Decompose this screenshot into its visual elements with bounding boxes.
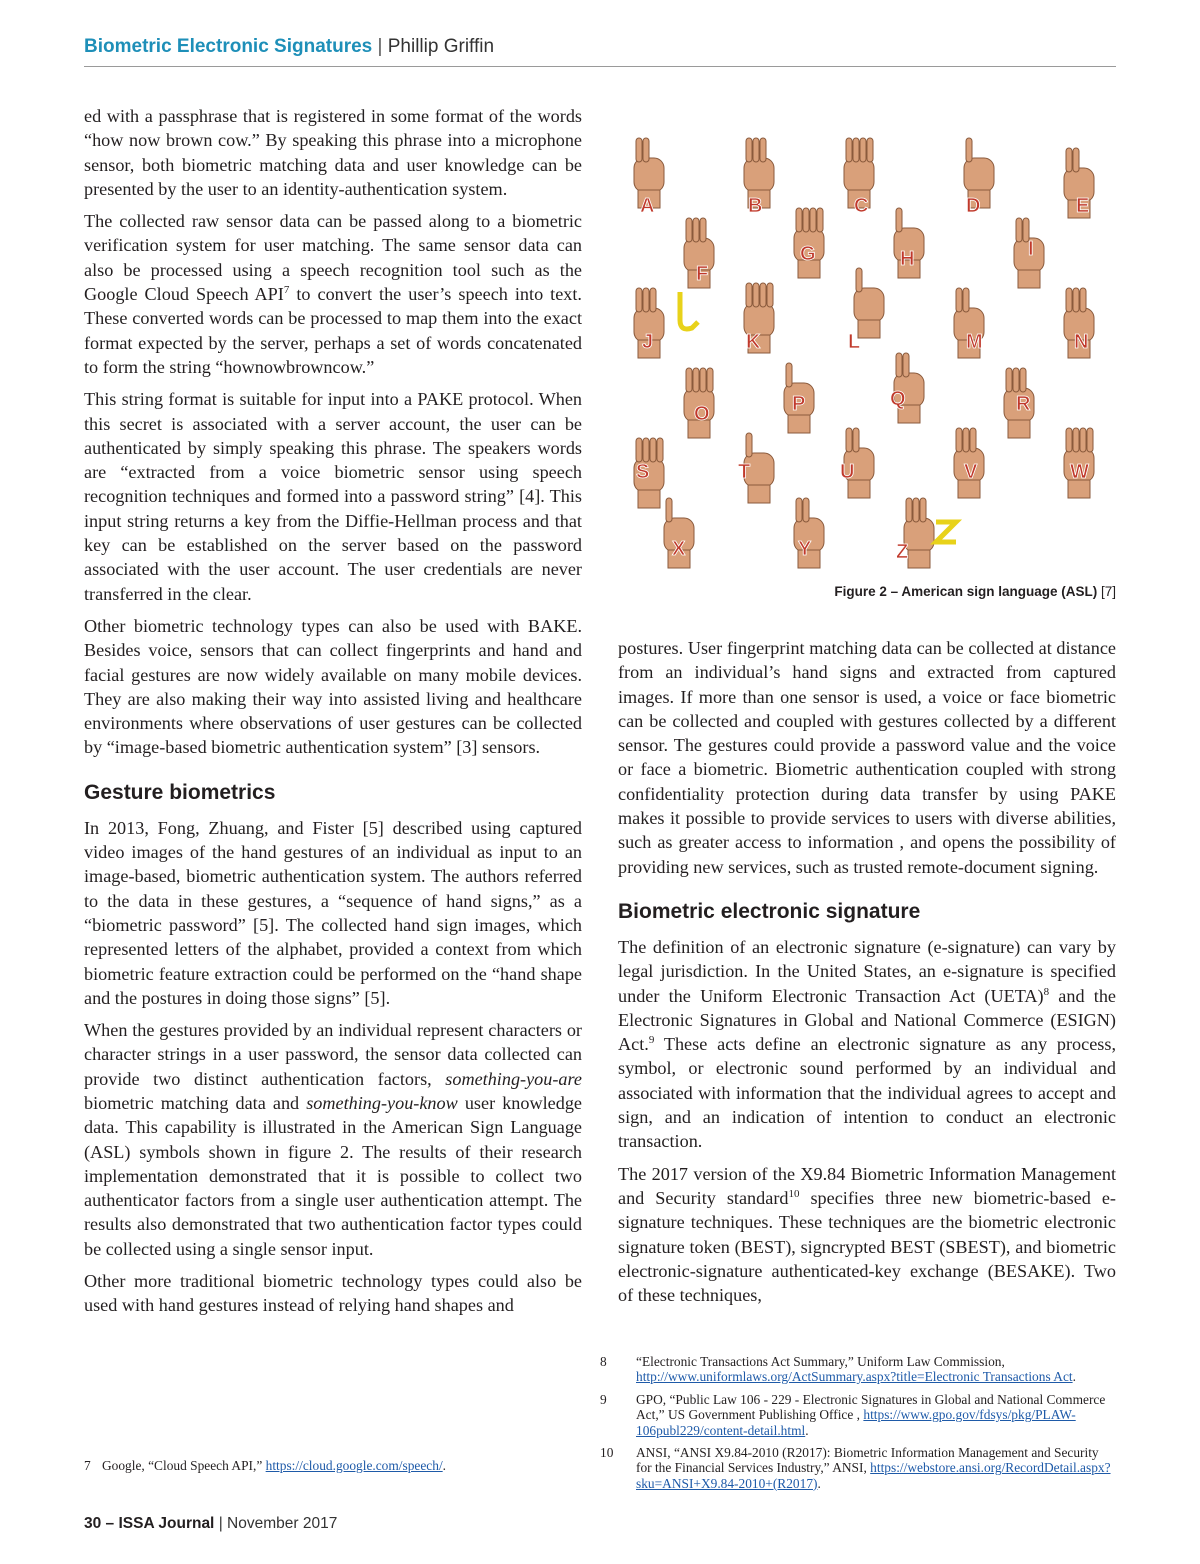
paragraph: ed with a passphrase that is registered in some format of the words “how now brown cow.” By speaking this phrase into a microphone sensor, both biometric matching data and user knowledge can be presented by the user to an identity-authentication system. (84, 106, 582, 199)
header-separator: | (377, 36, 383, 57)
asl-hand-y (794, 498, 824, 568)
asl-hand-u (840, 428, 874, 498)
footnote-ref: 7 (283, 284, 290, 297)
asl-letter-label: W (1070, 461, 1089, 483)
asl-figure (618, 110, 1116, 580)
paragraph: Other biometric technology types can also be used with BAKE. Besides voice, sensors that can collect fingerprints and hand and facial gestures are now widely available on many mobile devices. They are also making their way into assisted living and healthcare environments where observations of user gestures can be collected by “image-based biometric authentication system” [3] sensors. (84, 615, 582, 758)
asl-letter-label: G (800, 243, 816, 265)
page-header (84, 34, 1116, 67)
asl-hand-k (744, 283, 774, 353)
paragraph: The definition of an electronic signature (e-signature) can vary by legal jurisdiction. In the United States, an e-signature is specified under the Uniform Electronic Transaction Act (UETA)$^8$ and the Electronic Signatures in Global and National Commerce (ESIGN) Act.$^9$ These acts define an electronic signature as any process, symbol, or electronic sound performed by an individual and associated with information that the individual agrees to accept and sign, and an indication of intention to conduct an electronic transaction. (618, 936, 1116, 1152)
asl-letter-label: X (672, 538, 686, 560)
asl-letter-label: L (848, 331, 861, 353)
paragraph: The collected raw sensor data can be passed along to a biometric verification system for user matching. The same sensor data can also be processed using a speech recognition tool such as the Google Cloud Speech API$^7$ to convert the user’s speech into text. These converted words can be processed to map them into the exact format expected by the server, perhaps a set of words concatenated to form the string “hownowbrowncow.” (84, 211, 582, 377)
asl-letter-label: U (840, 461, 855, 483)
section-heading-gesture-biometrics: Gesture biometrics (84, 780, 276, 804)
asl-letter-label: M (966, 331, 983, 353)
asl-hand-s (634, 438, 664, 508)
paragraph: This string format is suitable for input into a PAKE protocol. When this secret is associated with a server account, the user can be authenticated by simply speaking this phrase. The speakers words are “extracted from a voice biometric sensor using speech recognition techniques and formed into a password string” [4]. This input string returns a key from the Diffie-Hellman process and that key can be established on the server based on the password associated with the user account. The user credentials are never transferred in the clear. (84, 389, 582, 604)
section-heading-biometric-electronic-signature: Biometric electronic signature (618, 899, 921, 923)
asl-hand-c (844, 138, 874, 217)
footnote-9: 9 GPO, “Public Law 106 - 229 - Electronic Signatures in Global and National Commerce Act,” US Government Publishing Office , https://www.gpo.gov/fdsys/pkg/PLAW-106publ229/content-detail.html. (600, 1391, 1106, 1438)
asl-letter-label: T (738, 461, 751, 483)
left-column (84, 104, 582, 1326)
asl-hand-p (784, 363, 814, 433)
footnote-8: 8 “Electronic Transactions Act Summary,” Uniform Law Commission, http://www.uniformlaws.org/ActSummary.aspx?title=Electronic Transactions Act. (600, 1354, 1076, 1385)
asl-letter-label: N (1074, 331, 1089, 353)
asl-letter-label: B (748, 195, 763, 217)
issue-date: November 2017 (227, 1515, 338, 1532)
asl-hand-m (954, 288, 984, 358)
asl-hand-n (1064, 288, 1094, 358)
figure-caption: Figure 2 – American sign language (ASL) [7] (834, 584, 1116, 599)
asl-letter-label: R (1016, 393, 1031, 415)
footnote-link[interactable]: http://www.uniformlaws.org/ActSummary.aspx?title=Electronic Transactions Act (636, 1369, 1073, 1385)
asl-hand-o (684, 368, 714, 438)
paragraph: In 2013, Fong, Zhuang, and Fister [5] described using captured video images of the hand gestures of an individual as input to an image-based, biometric authentication system. The authors referred to the data in these gestures, a “sequence of hand signs,” as a “biometric password” [5]. The collected hand sign images, which represented letters of the alphabet, provided a context from which biometric feature extraction could be performed on the “hand shape and the postures in doing those signs” [5]. (84, 817, 582, 1008)
running-author: Phillip Griffin (387, 36, 495, 57)
footnote-link[interactable]: https://www.gpo.gov/fdsys/pkg/PLAW-106publ229/content-detail.html (636, 1407, 1076, 1438)
j-motion-arrow (680, 292, 698, 329)
asl-hand-f (684, 218, 714, 288)
page-footer: 30 – ISSA Journal | November 2017 (84, 1515, 338, 1532)
asl-letter-label: O (694, 403, 710, 425)
asl-letter-label: H (900, 248, 915, 270)
asl-hand-x (664, 498, 694, 568)
asl-letter-label: Q (890, 388, 906, 410)
paragraph: postures. User fingerprint matching data can be collected at distance from an individual’s hand signs and extracted from captured images. If more than one sensor is used, a voice or face biometric can be collected and coupled with gestures collected by a different sensor. The gestures could provide a password value and the voice or face a biometric. Biometric authentication coupled with strong confidentiality protection during data transfer by using PAKE makes it possible to provide services to users with diverse abilities, such as greater access to information , and opens the possibility of providing new services, such as trusted remote-document signing. (618, 638, 1116, 877)
asl-hand-signs-image (618, 110, 1116, 580)
z-motion-arrow (936, 522, 956, 542)
asl-letter-label: C (854, 195, 869, 217)
footnote-link[interactable]: https://cloud.google.com/speech/ (265, 1458, 443, 1473)
asl-letter-label: J (642, 331, 654, 353)
footnotes-right (600, 1354, 1116, 1498)
footnote-link[interactable]: https://webstore.ansi.org/RecordDetail.aspx?sku=ANSI+X9.84-2010+(R2017) (636, 1460, 1111, 1491)
asl-letter-label: P (792, 393, 806, 415)
asl-letter-label: Y (798, 538, 812, 560)
footnote-ref: 8 (1043, 985, 1050, 998)
asl-letter-label: S (636, 461, 650, 483)
asl-letter-label: K (746, 331, 761, 353)
asl-letter-label: V (964, 461, 978, 483)
asl-hand-z (896, 498, 934, 568)
asl-hand-r (1004, 368, 1034, 438)
asl-letter-label: F (696, 263, 709, 285)
asl-hand-g (794, 208, 824, 278)
asl-hand-t (738, 433, 774, 503)
paragraph: The 2017 version of the X9.84 Biometric Information Management and Security standard$^{10}$ specifies three new biometric-based e-signature techniques. These techniques are the biometric electronic signature token (BEST), signcrypted BEST (SBEST), and biometric electronic-signature authenticated-key exchange (BESAKE). Two of these techniques, (618, 1163, 1116, 1306)
asl-letter-label: E (1076, 195, 1090, 217)
asl-hand-d (964, 138, 994, 217)
asl-hand-q (890, 353, 924, 423)
asl-hand-i (1014, 218, 1044, 288)
paragraph: Other more traditional biometric technology types could also be used with hand gestures instead of relying hand shapes and (84, 1271, 582, 1316)
right-column (618, 636, 1116, 1315)
footnote-ref: 10 (788, 1187, 800, 1200)
running-title: Biometric Electronic Signatures (84, 36, 373, 57)
asl-hand-h (894, 208, 924, 278)
page-number: 30 – ISSA Journal (84, 1515, 215, 1532)
asl-hand-e (1064, 148, 1094, 218)
asl-hand-b (744, 138, 774, 217)
footnote-10: 10 ANSI, “ANSI X9.84-2010 (R2017): Biometric Information Management and Security for the Financial Services Industry,” ANSI, https://webstore.ansi.org/RecordDetail.aspx?sku=ANSI+X9.84-2010+(R2017). (600, 1445, 1111, 1491)
asl-letter-label: I (1028, 238, 1034, 260)
asl-hand-v (954, 428, 984, 498)
paragraph: When the gestures provided by an individual represent characters or character strings in a user password, the sensor data collected can provide two distinct authentication factors, something-you-are biometric matching data and something-you-know user knowledge data. This capability is illustrated in the American Sign Language (ASL) symbols shown in figure 2. The results of their research implementation demonstrated that it is possible to collect two authenticator factors from a single user authentication attempt. The results also demonstrated that two authentication factor types could be collected using a single sensor input. (84, 1020, 582, 1259)
asl-hand-a (634, 138, 664, 217)
asl-hand-w (1064, 428, 1094, 498)
asl-letter-label: A (640, 195, 655, 217)
footnote-7: 7 Google, “Cloud Speech API,” https://cloud.google.com/speech/. (84, 1458, 447, 1473)
asl-letter-label: D (966, 195, 981, 217)
asl-hand-j (634, 288, 664, 358)
asl-letter-label: Z (896, 541, 909, 563)
footnote-ref: 9 (648, 1034, 655, 1047)
asl-hand-l (848, 268, 884, 353)
